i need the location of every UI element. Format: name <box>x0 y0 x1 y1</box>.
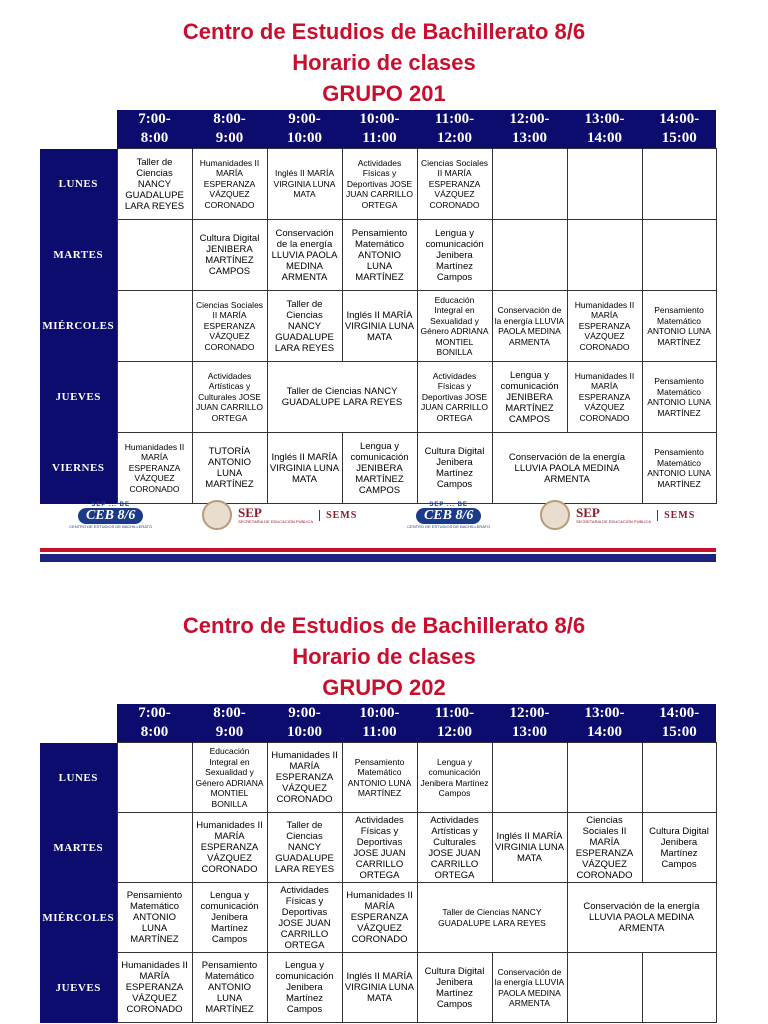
empty-cell <box>492 743 567 813</box>
class-cell: Humanidades II MARÍA ESPERANZA VÁZQUEZ CORONADO <box>192 813 267 883</box>
class-cell: Cultura Digital Jenibera Martínez Campos <box>417 953 492 1023</box>
time-header-row <box>40 704 716 743</box>
time-slot-header: 7:00- 8:00 <box>117 110 192 149</box>
class-cell: Actividades Físicas y Deportivas JOSE JUAN CARRILLO ORTEGA <box>342 149 417 220</box>
class-cell: Pensamiento Matemático ANTONIO LUNA MARTÍNEZ <box>342 220 417 291</box>
day-row <box>40 813 716 883</box>
empty-cell <box>117 220 192 291</box>
schedule-table <box>40 704 717 1023</box>
ceb-logo-top: SEP ... BE <box>429 501 468 508</box>
day-label: VIERNES <box>40 433 117 504</box>
class-cell: Lengua y comunicación JENIBERA MARTÍNEZ CAMPOS <box>492 362 567 433</box>
class-cell: Lengua y comunicación Jenibera Martínez Campos <box>267 953 342 1023</box>
class-cell: Cultura Digital JENIBERA MARTÍNEZ CAMPOS <box>192 220 267 291</box>
schedule-grupo-202 <box>0 610 768 1024</box>
class-cell: Inglés II MARÍA VIRGINIA LUNA MATA <box>492 813 567 883</box>
time-slot-header: 12:00- 13:00 <box>492 704 567 743</box>
class-cell: Taller de Ciencias NANCY GUADALUPE LARA REYES <box>117 149 192 220</box>
empty-cell <box>117 743 192 813</box>
class-cell: Taller de Ciencias NANCY GUADALUPE LARA REYES <box>267 362 417 433</box>
ceb-logo-top: SEP ... BE <box>91 501 130 508</box>
class-cell: Ciencias Sociales II MARÍA ESPERANZA VÁZQUEZ CORONADO <box>417 149 492 220</box>
ceb-logo <box>399 502 499 529</box>
day-row <box>40 433 716 504</box>
class-cell: Pensamiento Matemático ANTONIO LUNA MARTÍNEZ <box>117 883 192 953</box>
sep-logo-sub: SECRETARÍA DE EDUCACIÓN PÚBLICA <box>238 519 314 524</box>
time-slot-header: 14:00- 15:00 <box>642 110 716 149</box>
class-cell: Conservación de la energía LLUVIA PAOLA MEDINA ARMENTA <box>567 883 716 953</box>
empty-cell <box>642 743 716 813</box>
class-cell: Conservación de la energía LLUVIA PAOLA MEDINA ARMENTA <box>492 291 567 362</box>
day-label: LUNES <box>40 743 117 813</box>
class-cell: Actividades Artísticas y Culturales JOSE JUAN CARRILLO ORTEGA <box>192 362 267 433</box>
class-cell: Humanidades II MARÍA ESPERANZA VÁZQUEZ CORONADO <box>192 149 267 220</box>
class-cell: Inglés II MARÍA VIRGINIA LUNA MATA <box>267 149 342 220</box>
class-cell: Educación Integral en Sexualidad y Género ADRIANA MONTIEL BONILLA <box>192 743 267 813</box>
day-row <box>40 149 716 220</box>
empty-cell <box>117 291 192 362</box>
group-title: GRUPO 201 <box>322 81 446 106</box>
empty-cell <box>567 953 642 1023</box>
class-cell: Cultura Digital Jenibera Martínez Campos <box>417 433 492 504</box>
sep-seal-icon <box>540 500 570 530</box>
time-slot-header: 11:00- 12:00 <box>417 110 492 149</box>
class-cell: Taller de Ciencias NANCY GUADALUPE LARA REYES <box>417 883 567 953</box>
day-label: MARTES <box>40 220 117 291</box>
time-slot-header: 8:00- 9:00 <box>192 110 267 149</box>
decorative-stripe <box>40 548 716 562</box>
time-slot-header: 8:00- 9:00 <box>192 704 267 743</box>
class-cell: Pensamiento Matemático ANTONIO LUNA MARTÍNEZ <box>642 291 716 362</box>
class-cell: Pensamiento Matemático ANTONIO LUNA MARTÍNEZ <box>642 362 716 433</box>
class-cell: Pensamiento Matemático ANTONIO LUNA MARTÍNEZ <box>342 743 417 813</box>
sep-logo-main: SEP <box>238 505 262 520</box>
class-cell: Lengua y comunicación Jenibera Martínez Campos <box>192 883 267 953</box>
ceb-logo <box>61 502 161 529</box>
schedule-grupo-201 <box>0 16 768 586</box>
ceb-logo-sub: CENTRO DE ESTUDIOS DE BACHILLERATO <box>407 523 491 529</box>
sep-logo-sub: SECRETARÍA DE EDUCACIÓN PÚBLICA <box>576 519 652 524</box>
day-label: MARTES <box>40 813 117 883</box>
class-cell: Actividades Físicas y Deportivas JOSE JUAN CARRILLO ORTEGA <box>417 362 492 433</box>
ceb-logo-main: CEB 8/6 <box>416 508 481 524</box>
time-slot-header: 13:00- 14:00 <box>567 110 642 149</box>
class-cell: Conservación de la energía LLUVIA PAOLA MEDINA ARMENTA <box>267 220 342 291</box>
class-cell: Educación Integral en Sexualidad y Género ADRIANA MONTIEL BONILLA <box>417 291 492 362</box>
time-slot-header: 7:00- 8:00 <box>117 704 192 743</box>
sems-logo: SEMS <box>319 510 357 521</box>
class-cell: Lengua y comunicación Jenibera Martínez Campos <box>417 220 492 291</box>
class-cell: Conservación de la energía LLUVIA PAOLA MEDINA ARMENTA <box>492 433 642 504</box>
time-slot-header: 9:00- 10:00 <box>267 110 342 149</box>
empty-cell <box>567 743 642 813</box>
header-corner <box>40 110 117 149</box>
empty-cell <box>492 149 567 220</box>
ceb-logo-sub: CENTRO DE ESTUDIOS DE BACHILLERATO <box>69 523 153 529</box>
day-row <box>40 743 716 813</box>
class-cell: Inglés II MARÍA VIRGINIA LUNA MATA <box>342 291 417 362</box>
class-cell: Ciencias Sociales II MARÍA ESPERANZA VÁZQUEZ CORONADO <box>567 813 642 883</box>
class-cell: Actividades Físicas y Deportivas JOSE JUAN CARRILLO ORTEGA <box>342 813 417 883</box>
header-corner <box>40 704 117 743</box>
class-cell: Inglés II MARÍA VIRGINIA LUNA MATA <box>342 953 417 1023</box>
class-cell: Actividades Físicas y Deportivas JOSE JUAN CARRILLO ORTEGA <box>267 883 342 953</box>
day-row <box>40 220 716 291</box>
schedule-table <box>40 110 717 504</box>
ceb-logo-main: CEB 8/6 <box>78 508 143 524</box>
time-slot-header: 10:00- 11:00 <box>342 110 417 149</box>
day-label: LUNES <box>40 149 117 220</box>
class-cell: Lengua y comunicación JENIBERA MARTÍNEZ CAMPOS <box>342 433 417 504</box>
empty-cell <box>642 149 716 220</box>
sep-logo <box>202 500 357 530</box>
school-title: Centro de Estudios de Bachillerato 8/6 <box>182 19 586 44</box>
time-slot-header: 11:00- 12:00 <box>417 704 492 743</box>
logos-strip <box>40 498 716 532</box>
class-cell: Humanidades II MARÍA ESPERANZA VÁZQUEZ CORONADO <box>117 953 192 1023</box>
schedule-subtitle: Horario de clases <box>292 50 476 75</box>
day-label: JUEVES <box>40 953 117 1023</box>
class-cell: Taller de Ciencias NANCY GUADALUPE LARA REYES <box>267 291 342 362</box>
empty-cell <box>642 953 716 1023</box>
class-cell: Pensamiento Matemático ANTONIO LUNA MARTÍNEZ <box>642 433 716 504</box>
class-cell: Humanidades II MARÍA ESPERANZA VÁZQUEZ CORONADO <box>567 362 642 433</box>
day-label: JUEVES <box>40 362 117 433</box>
class-cell: Humanidades II MARÍA ESPERANZA VÁZQUEZ CORONADO <box>117 433 192 504</box>
class-cell: Conservación de la energía LLUVIA PAOLA MEDINA ARMENTA <box>492 953 567 1023</box>
class-cell: Actividades Artísticas y Culturales JOSE JUAN CARRILLO ORTEGA <box>417 813 492 883</box>
empty-cell <box>567 220 642 291</box>
time-slot-header: 13:00- 14:00 <box>567 704 642 743</box>
group-title: GRUPO 202 <box>322 675 446 700</box>
class-cell: Humanidades II MARÍA ESPERANZA VÁZQUEZ CORONADO <box>567 291 642 362</box>
sep-logo-main: SEP <box>576 505 600 520</box>
time-slot-header: 14:00- 15:00 <box>642 704 716 743</box>
class-cell: Humanidades II MARÍA ESPERANZA VÁZQUEZ CORONADO <box>342 883 417 953</box>
class-cell: Pensamiento Matemático ANTONIO LUNA MARTÍNEZ <box>192 953 267 1023</box>
time-slot-header: 9:00- 10:00 <box>267 704 342 743</box>
day-row <box>40 291 716 362</box>
time-slot-header: 10:00- 11:00 <box>342 704 417 743</box>
empty-cell <box>642 220 716 291</box>
sep-seal-icon <box>202 500 232 530</box>
sep-logo <box>540 500 695 530</box>
empty-cell <box>117 362 192 433</box>
day-label: MIÉRCOLES <box>40 883 117 953</box>
time-header-row <box>40 110 716 149</box>
time-slot-header: 12:00- 13:00 <box>492 110 567 149</box>
day-row <box>40 953 716 1023</box>
class-cell: Ciencias Sociales II MARÍA ESPERANZA VÁZQUEZ CORONADO <box>192 291 267 362</box>
day-row <box>40 883 716 953</box>
class-cell: Inglés II MARÍA VIRGINIA LUNA MATA <box>267 433 342 504</box>
sems-logo: SEMS <box>657 510 695 521</box>
class-cell: Lengua y comunicación Jenibera Martínez Campos <box>417 743 492 813</box>
schedule-subtitle: Horario de clases <box>292 644 476 669</box>
school-title: Centro de Estudios de Bachillerato 8/6 <box>182 613 586 638</box>
day-row <box>40 362 716 433</box>
day-label: MIÉRCOLES <box>40 291 117 362</box>
class-cell: Humanidades II MARÍA ESPERANZA VÁZQUEZ CORONADO <box>267 743 342 813</box>
empty-cell <box>117 813 192 883</box>
empty-cell <box>567 149 642 220</box>
class-cell: Cultura Digital Jenibera Martínez Campos <box>642 813 716 883</box>
class-cell: Taller de Ciencias NANCY GUADALUPE LARA REYES <box>267 813 342 883</box>
empty-cell <box>492 220 567 291</box>
class-cell: TUTORÍA ANTONIO LUNA MARTÍNEZ <box>192 433 267 504</box>
